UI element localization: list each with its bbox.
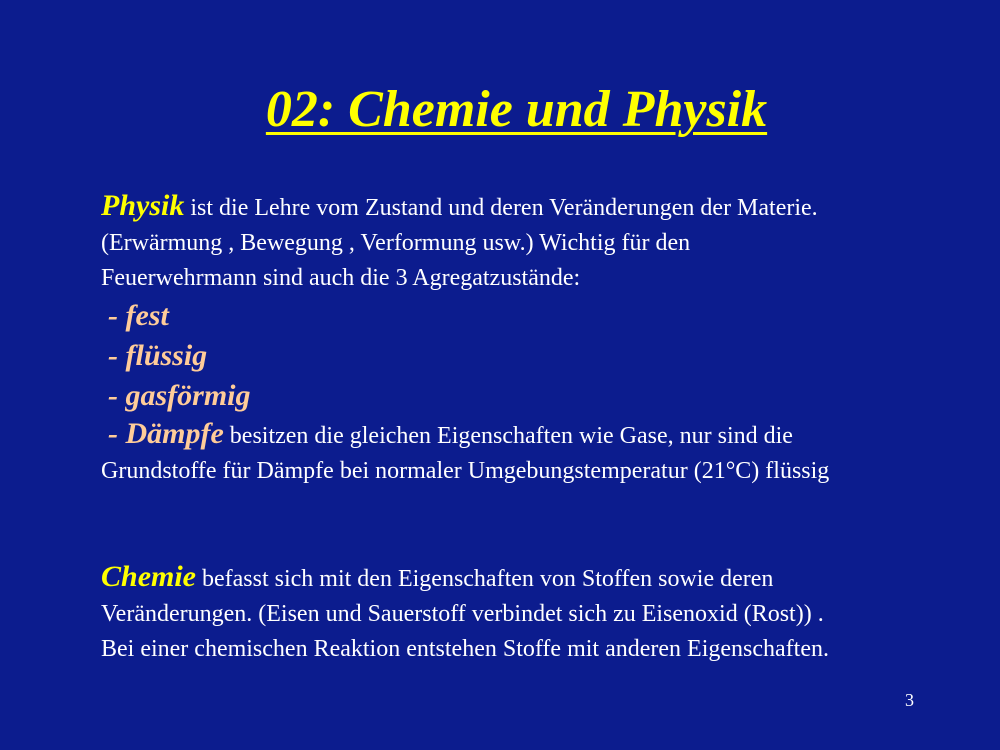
physik-text-1: ist die Lehre vom Zustand und deren Veränderungen der Materie.: [184, 195, 818, 221]
daempfe-keyword: - Dämpfe: [108, 417, 224, 450]
daempfe-line-2: Grundstoffe für Dämpfe bei normaler Umgebungstemperatur (21°C) flüssig: [101, 458, 830, 484]
daempfe-text-1: besitzen die gleichen Eigenschaften wie Gase, nur sind die: [223, 423, 793, 449]
section-spacer: [101, 489, 981, 559]
physik-line-1: [101, 188, 981, 226]
physik-line-2: (Erwärmung , Bewegung , Verformung usw.) Wichtig für den: [101, 230, 691, 256]
slide-title: 02: Chemie und Physik: [265, 81, 768, 138]
chemie-line-2: Veränderungen. (Eisen und Sauerstoff verbindet sich zu Eisenoxid (Rost)) .: [101, 601, 824, 627]
state-fluessig: - flüssig: [108, 339, 208, 372]
chemie-line-3: Bei einer chemischen Reaktion entstehen Stoffe mit anderen Eigenschaften.: [101, 636, 829, 662]
physik-keyword: Physik: [101, 189, 185, 222]
chemie-text-1: befasst sich mit den Eigenschaften von Stoffen sowie deren: [196, 566, 774, 592]
daempfe-line-1: [101, 416, 981, 454]
physik-line-3: Feuerwehrmann sind auch die 3 Agregatzustände:: [101, 265, 581, 291]
page-number: 3: [905, 690, 914, 710]
chemie-keyword: Chemie: [101, 560, 196, 593]
state-fest: - fest: [108, 299, 169, 332]
chemie-line-1: [101, 559, 981, 597]
state-gasfoermig: - gasförmig: [108, 379, 251, 412]
slide-body: [101, 188, 981, 667]
